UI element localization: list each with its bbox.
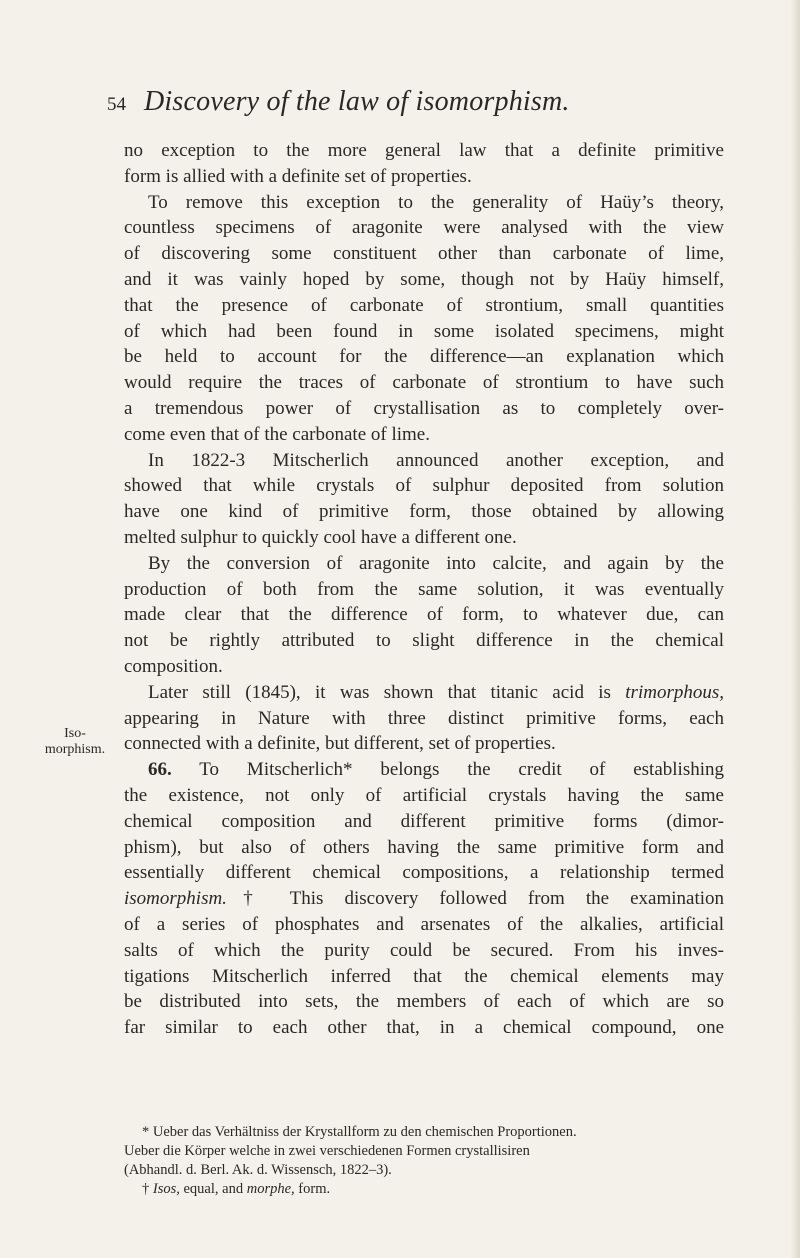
- text-line: the existence, not only of artificial crystals having the same: [124, 784, 724, 806]
- text-line: composition.: [124, 655, 223, 677]
- text-line: [124, 886, 724, 912]
- margin-note-line: morphism.: [44, 742, 106, 757]
- footnotes: [124, 1123, 724, 1199]
- text-fragment: This discovery followed from the examination: [268, 888, 725, 910]
- footnote-line: Ueber die Körper welche in zwei verschiedenen Formen crystallisiren: [124, 1143, 530, 1159]
- text-line: not be rightly attributed to slight difference in the chemical: [124, 630, 724, 652]
- text-line: of which had been found in some isolated specimens, might: [124, 320, 724, 342]
- margin-note: [40, 726, 110, 758]
- text-line: To remove this exception to the generality of Haüy’s theory,: [148, 191, 724, 213]
- text-line: [124, 680, 724, 706]
- margin-note-line: Iso-: [64, 726, 86, 741]
- footnote-marker: †: [142, 1181, 150, 1197]
- page-header: [107, 86, 707, 126]
- footnote-marker: †: [226, 888, 269, 910]
- text-fragment: equal, and: [179, 1181, 247, 1197]
- text-line: connected with a definite, but different, set of properties.: [124, 733, 556, 755]
- text-line: showed that while crystals of sulphur deposited from solution: [124, 475, 724, 497]
- text-line: [124, 757, 724, 783]
- text-line: far similar to each other that, in a chemical compound, one: [124, 1017, 724, 1039]
- text-line: By the conversion of aragonite into calcite, and again by the: [148, 552, 724, 574]
- text-line: of a series of phosphates and arsenates of the alkalies, artificial: [124, 913, 724, 935]
- text-line: be held to account for the difference—an explanation which: [124, 346, 724, 368]
- page-number: 54: [107, 94, 126, 115]
- text-line: salts of which the purity could be secured. From his inves-: [124, 939, 724, 961]
- text-line: tigations Mitscherlich inferred that the chemical elements may: [124, 965, 724, 987]
- footnote-line: [124, 1180, 724, 1199]
- running-title: Discovery of the law of isomorphism.: [144, 86, 570, 117]
- text-line: and it was vainly hoped by some, though not by Haüy himself,: [124, 268, 724, 290]
- body-text: [124, 138, 724, 1041]
- italic-term: trimorphous,: [625, 681, 724, 703]
- text-line: melted sulphur to quickly cool have a different one.: [124, 526, 517, 548]
- text-line: chemical composition and different primitive forms (dimor-: [124, 810, 724, 832]
- text-line: would require the traces of carbonate of strontium to have such: [124, 372, 724, 394]
- text-line: In 1822-3 Mitscherlich announced another exception, and: [148, 449, 724, 471]
- text-fragment: To Mitscherlich* belongs the credit of establishing: [171, 759, 724, 781]
- section-number: 66.: [148, 759, 172, 781]
- footnote-line: (Abhandl. d. Berl. Ak. d. Wissensch, 1822–3).: [124, 1162, 392, 1178]
- text-line: made clear that the difference of form, to whatever due, can: [124, 604, 724, 626]
- text-line: countless specimens of aragonite were analysed with the view: [124, 217, 724, 239]
- italic-term: morphe,: [246, 1181, 295, 1197]
- text-line: essentially different chemical compositions, a relationship termed: [124, 862, 724, 884]
- text-line: form is allied with a definite set of properties.: [124, 165, 472, 187]
- text-line: have one kind of primitive form, those obtained by allowing: [124, 501, 724, 523]
- text-fragment: form.: [294, 1181, 331, 1197]
- text-line: be distributed into sets, the members of each of which are so: [124, 991, 724, 1013]
- italic-term: isomorphism.: [124, 888, 227, 910]
- text-fragment: Later still (1845), it was shown that titanic acid is: [148, 681, 626, 703]
- page-edge-shadow: [790, 0, 800, 1258]
- text-line: no exception to the more general law that a definite primitive: [124, 140, 724, 161]
- text-line: a tremendous power of crystallisation as to completely over-: [124, 397, 724, 419]
- text-line: that the presence of carbonate of strontium, small quantities: [124, 294, 724, 316]
- text-line: phism), but also of others having the same primitive form and: [124, 836, 724, 858]
- italic-term: Isos,: [152, 1181, 180, 1197]
- text-line: come even that of the carbonate of lime.: [124, 423, 430, 445]
- text-line: production of both from the same solution, it was eventually: [124, 578, 724, 600]
- text-line: appearing in Nature with three distinct primitive forms, each: [124, 707, 724, 729]
- footnote-line: * Ueber das Verhältniss der Krystallform zu den chemischen Proportionen.: [142, 1124, 577, 1140]
- text-line: of discovering some constituent other than carbonate of lime,: [124, 243, 724, 265]
